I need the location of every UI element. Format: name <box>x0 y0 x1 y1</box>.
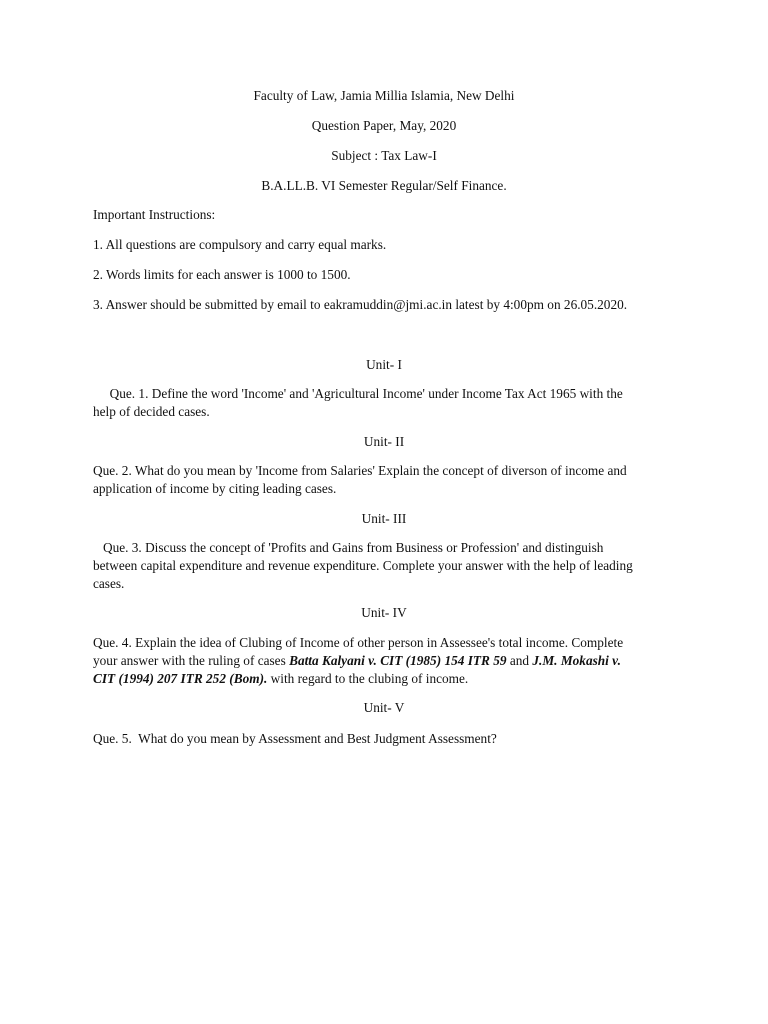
course-line: B.A.LL.B. VI Semester Regular/Self Finance. <box>261 178 507 193</box>
instruction-item-2: 2. Words limits for each answer is 1000 to 1500. <box>93 267 351 282</box>
unit-2-title: Unit- II <box>363 434 405 449</box>
question-4-text-pre: your answer with the ruling of cases <box>93 653 290 668</box>
question-5-line-1: Que. 5. What do you mean by Assessment and Best Judgment Assessment? <box>93 731 497 746</box>
question-4-joiner: and <box>506 653 533 668</box>
institution-heading: Faculty of Law, Jamia Millia Islamia, New Delhi <box>253 88 515 103</box>
question-4-line-1: Que. 4. Explain the idea of Clubing of Income of other person in Assessee's total income. Complete <box>93 635 624 650</box>
instruction-item-1: 1. All questions are compulsory and carry equal marks. <box>93 237 387 252</box>
question-2-line-1: Que. 2. What do you mean by 'Income from Salaries' Explain the concept of diverson of income and <box>93 463 627 478</box>
instructions-heading: Important Instructions: <box>93 207 216 222</box>
subject-line: Subject : Tax Law-I <box>331 148 437 163</box>
paper-title: Question Paper, May, 2020 <box>311 118 457 133</box>
question-3-line-3: cases. <box>93 576 125 591</box>
question-4-text-post: with regard to the clubing of income. <box>267 671 469 686</box>
question-1-line-2: help of decided cases. <box>93 404 210 419</box>
question-4-line-2 <box>93 652 621 670</box>
instruction-item-3: 3. Answer should be submitted by email to eakramuddin@jmi.ac.in latest by 4:00pm on 26.05.2020. <box>93 297 628 312</box>
question-1-line-1: Que. 1. Define the word 'Income' and 'Agricultural Income' under Income Tax Act 1965 with the <box>93 386 623 401</box>
question-3-line-1: Que. 3. Discuss the concept of 'Profits and Gains from Business or Profession' and distinguish <box>93 540 604 555</box>
case-citation-batta-kalyani: Batta Kalyani v. CIT (1985) 154 ITR 59 <box>289 653 507 668</box>
case-citation-mokashi-part-2: CIT (1994) 207 ITR 252 (Bom). <box>93 671 268 686</box>
unit-5-title: Unit- V <box>363 700 405 715</box>
case-citation-mokashi-part-1: J.M. Mokashi v. <box>532 653 621 668</box>
question-2-line-2: application of income by citing leading cases. <box>93 481 337 496</box>
unit-1-title: Unit- I <box>366 357 402 372</box>
unit-4-title: Unit- IV <box>361 605 407 620</box>
question-4-line-3 <box>93 670 468 688</box>
unit-3-title: Unit- III <box>361 511 407 526</box>
question-3-line-2: between capital expenditure and revenue expenditure. Complete your answer with the help of leading <box>93 558 633 573</box>
